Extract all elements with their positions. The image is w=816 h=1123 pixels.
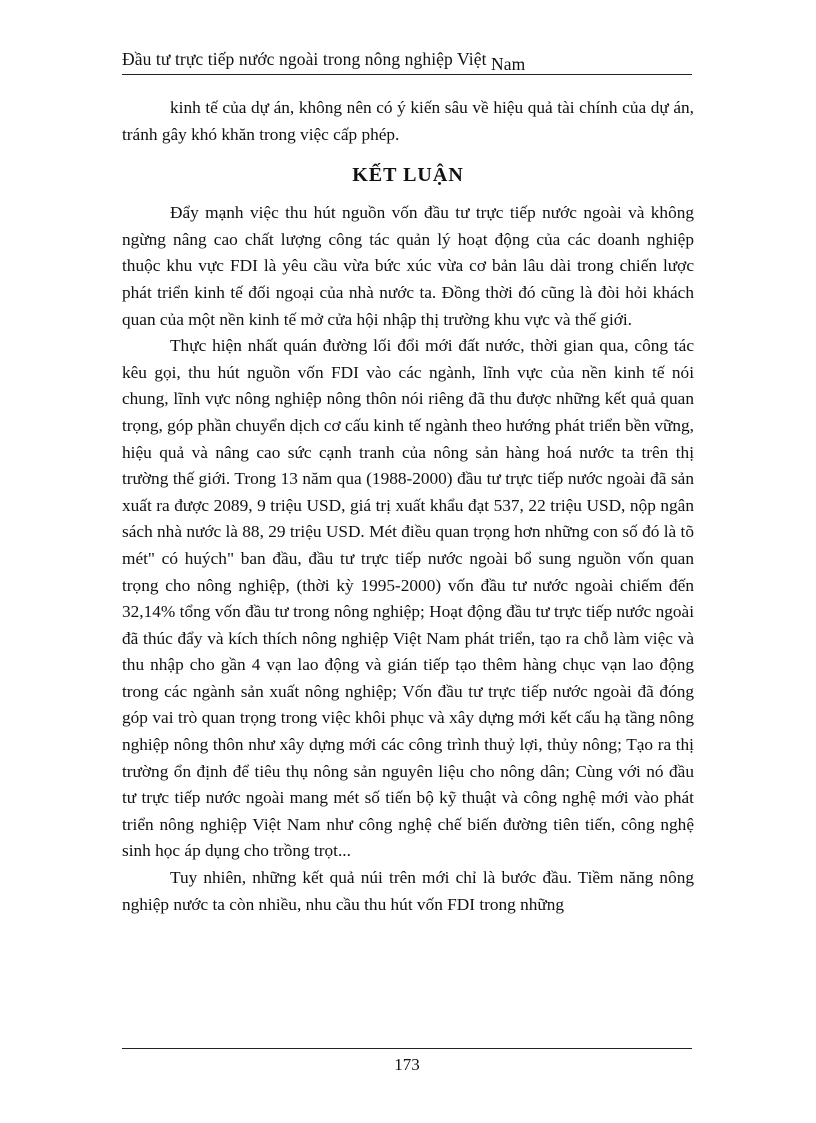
page-header [122,48,692,75]
page-body [122,95,694,918]
footer-divider [122,1048,692,1049]
header-title: Đầu tư trực tiếp nước ngoài trong nông nghiệp Việt [122,49,487,69]
paragraph-3: Tuy nhiên, những kết quả núi trên mới chỉ là bước đầu. Tiềm năng nông nghiệp nước ta còn nhiều, nhu cầu thu hút vốn FDI trong những [122,868,694,914]
intro-paragraph: kinh tế của dự án, không nên có ý kiến sâu về hiệu quả tài chính của dự án, tránh gây khó khăn trong việc cấp phép. [122,98,694,144]
section-heading: KẾT LUẬN [352,164,464,187]
paragraph-2: Thực hiện nhất quán đường lối đổi mới đất nước, thời gian qua, công tác kêu gọi, thu hút nguồn vốn FDI vào các ngành, lĩnh vực của nền kinh tế nói chung, lĩnh vực nông nghiệp nông thôn nói riêng đã thu được những kết quả quan trọng, góp phần chuyển dịch cơ cấu kinh tế ngành theo hướng phát triển bền vững, hiệu quả và nâng cao sức cạnh tranh của nông sản hàng hoá nước ta trên thị trường thế giới. Trong 13 năm qua (1988-2000) đầu tư trực tiếp nước ngoài đã sản xuất ra được 2089, 9 triệu USD, giá trị xuất khẩu đạt 537, 22 triệu USD, nộp ngân sách nhà nước là 88, 29 triệu USD. Mét điều quan trọng hơn những con số đó là tõ mét" có huých" ban đầu, đầu tư trực tiếp nước ngoài bổ sung nguồn vốn quan trọng cho nông nghiệp, (thời kỳ 1995-2000) vốn đầu tư nước ngoài chiếm đến 32,14% tổng vốn đầu tư trong nông nghiệp; Hoạt động đầu tư trực tiếp nước ngoài đã thúc đẩy và kích thích nông nghiệp Việt Nam phát triển, tạo ra chỗ làm việc và thu nhập cho gần 4 vạn lao động và gián tiếp tạo thêm hàng chục vạn lao động trong các ngành sản xuất nông nghiệp; Vốn đầu tư trực tiếp nước ngoài đã đóng góp vai trò quan trọng trong việc khôi phục và xây dựng mới kết cấu hạ tầng nông nghiệp nông thôn như xây dựng mới các công trình thuỷ lợi, thủy nông; Tạo ra thị trường ổn định để tiêu thụ nông sản nguyên liệu cho nông dân; Cùng với nó đầu tư trực tiếp nước ngoài mang mét số tiến bộ kỹ thuật và công nghệ mới vào phát triển nông nghiệp Việt Nam như công nghệ chế biến đường tiên tiến, công nghệ sinh học áp dụng cho trồng trọt... [122,336,694,861]
paragraph-1: Đẩy mạnh việc thu hút nguồn vốn đầu tư trực tiếp nước ngoài và không ngừng nâng cao chất lượng công tác quản lý hoạt động của các doanh nghiệp thuộc khu vực FDI là yêu cầu vừa bức xúc vừa cơ bản lâu dài trong chiến lược phát triển kinh tế đối ngoại của nhà nước ta. Đồng thời đó cũng là đòi hỏi khách quan của một nền kinh tế mở cửa hội nhập thị trường khu vực và thế giới. [122,203,694,329]
page-number: 173 [394,1055,420,1074]
header-title-last-word: Nam [491,54,526,74]
